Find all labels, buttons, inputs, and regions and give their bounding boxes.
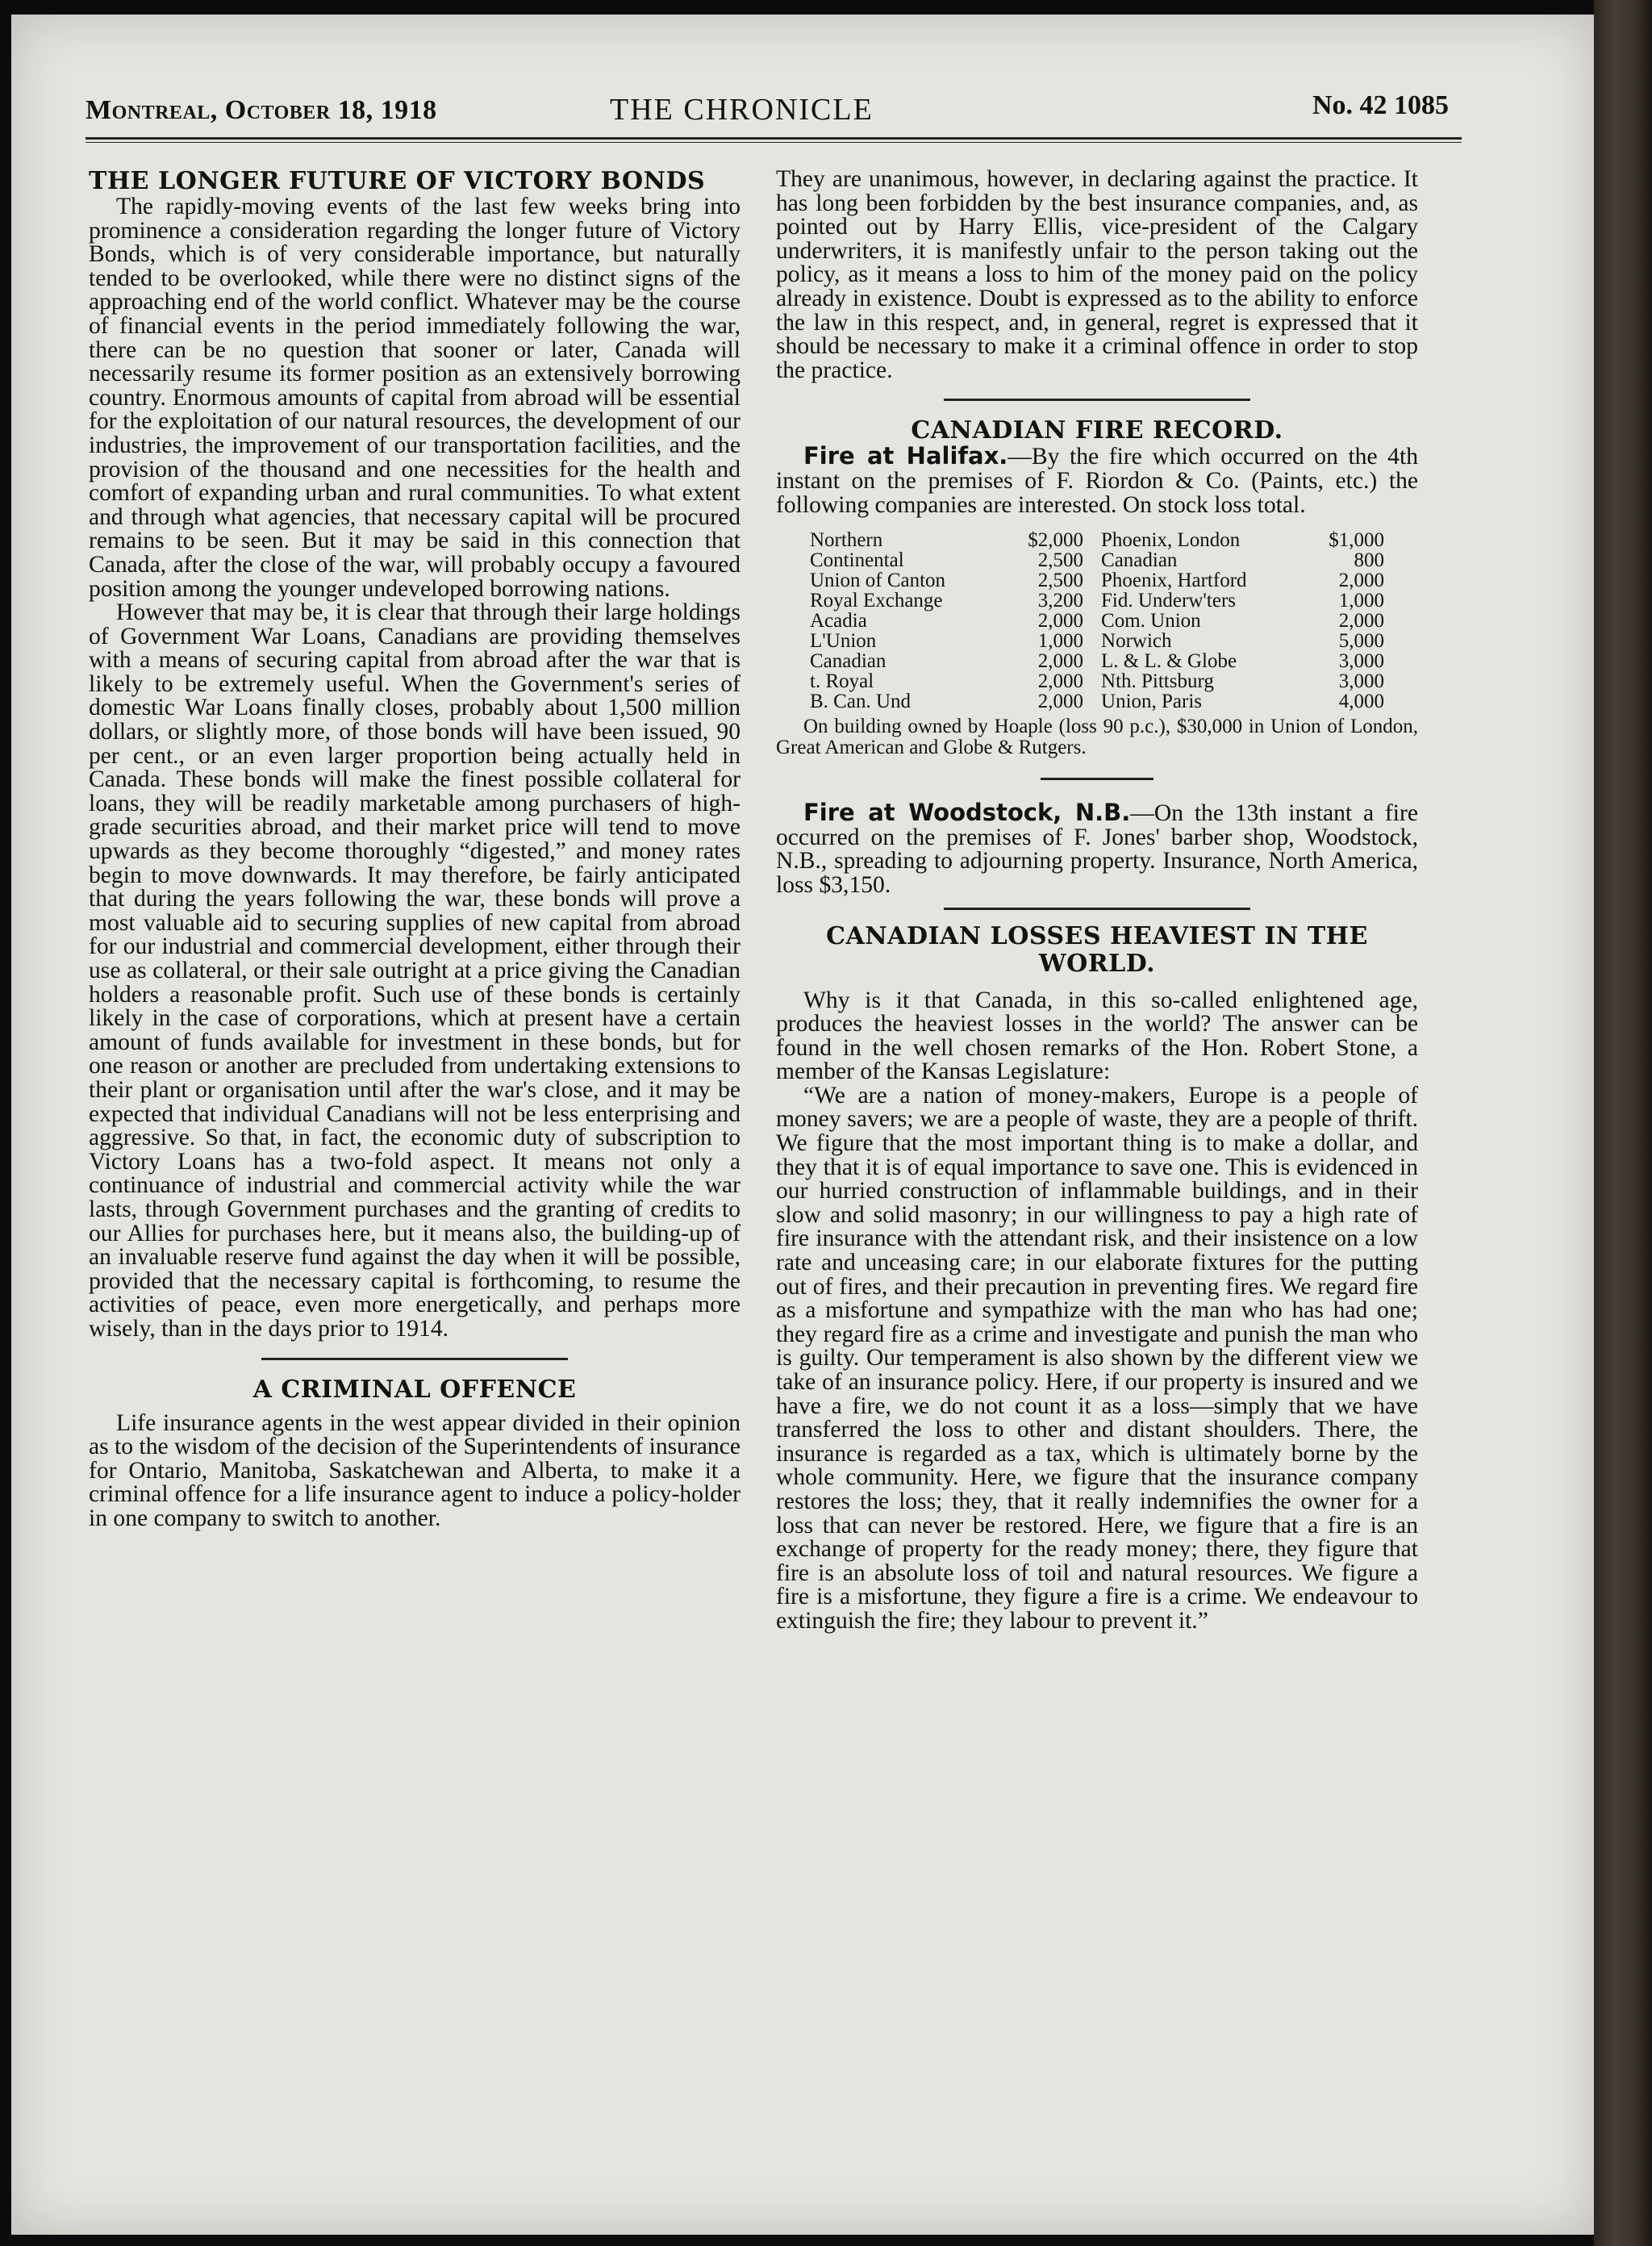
issue-page-number: No. 42 1085	[1312, 90, 1449, 120]
table-row	[807, 671, 1387, 691]
victory-bonds-paragraph-2: However that may be, it is clear that through their large holdings of Government War Loans, Canadians are providing themselves with a means of securing capital from abroad after the war that is likely to be extremely useful. When the Government's series of domestic War Loans finally closes, probably about 1,500 million dollars, or slightly more, of those bonds will have been issued, 90 per cent., or an even larger proportion being actually held in Canada. These bonds will make the finest possible collateral for loans, they will be readily marketable among purchasers of high-grade securities abroad, and their market price will tend to move upwards as they become thoroughly “digested,” and money rates begin to move downwards. It may therefore, be fairly anticipated that during the years following the war, these bonds will prove a most valuable aid to securing supplies of new capital from abroad for our industrial and commercial development, either through their use as collateral, or their sale outright at a price giving the Canadian holders a reasonable profit. Such use of these bonds is certainly likely in the case of corporations, which at present have a certain amount of funds available for investment in these bonds, but for one reason or another are precluded from undertaking extensions to their plant or organisation until after the war's close, and it may be expected that individual Canadians will not be less enterprising and aggressive. So that, in fact, the economic duty of subscription to Victory Loans has a two-fold aspect. It means not only a continuance of industrial and commercial activity while the war lasts, through Government purchases and the granting of credits to our Allies for purchases here, but it means also, the building-up of an invaluable reserve fund against the day when it will be possible, provided that the necessary capital is forthcoming, to resume the activities of peace, even more energetically, and perhaps more wisely, than in the days prior to 1914.	[89, 599, 740, 1342]
amount: 1,000	[1338, 590, 1384, 612]
company-name: Norwich	[1101, 630, 1172, 653]
company-name: Canadian	[810, 650, 886, 673]
amount: 2,000	[1037, 610, 1084, 632]
halifax-paragraph	[776, 442, 1418, 518]
losses-intro: Why is it that Canada, in this so-called enlightened age, produces the heaviest losses in the world? The answer can be found in the well chosen remarks of the Hon. Robert Stone, a member of the Kansas Legislature:	[776, 987, 1418, 1085]
amount: 2,000	[1037, 691, 1084, 713]
company-name: Com. Union	[1101, 610, 1201, 632]
company-name: Acadia	[810, 610, 867, 632]
company-name: Phoenix, London	[1101, 529, 1241, 552]
running-header	[77, 87, 1465, 136]
halifax-insurance-table	[807, 530, 1387, 712]
company-name: Canadian	[1101, 549, 1178, 572]
section-divider	[944, 399, 1250, 401]
article-title-victory-bonds: THE LONGER FUTURE OF VICTORY BONDS	[89, 167, 706, 195]
criminal-offence-paragraph-2: They are unanimous, however, in declaring against the practice. It has long been forbidden by the best insurance companies, and, as pointed out by Harry Ellis, vice-president of the Calgary underwriters, it is manifestly unfair to the person taking out the policy, as it means a loss to him of the money paid on the policy already in existence. Doubt is expressed as to the ability to enforce the law in this respect, and, in general, regret is expressed that it should be necessary to make it a criminal offence in order to stop the practice.	[776, 166, 1418, 383]
amount: 2,000	[1037, 670, 1084, 693]
table-row	[807, 631, 1387, 651]
section-divider	[944, 908, 1250, 910]
article-title-losses: CANADIAN LOSSES HEAVIEST IN THE WORLD.	[826, 921, 1368, 978]
amount: 5,000	[1338, 630, 1384, 653]
company-name: Union of Canton	[810, 570, 946, 592]
company-name: Nth. Pittsburg	[1101, 670, 1214, 693]
amount: $1,000	[1329, 529, 1384, 552]
amount: $2,000	[1028, 529, 1084, 552]
woodstock-paragraph	[776, 801, 1418, 897]
amount: 1,000	[1037, 630, 1084, 653]
amount: 2,000	[1037, 650, 1084, 673]
amount: 3,000	[1338, 670, 1384, 693]
section-divider	[1041, 778, 1153, 780]
halifax-heading: Fire at Halifax.	[803, 442, 1008, 470]
woodstock-text: —On the 13th instant a fire occurred on the premises of F. Jones' barber shop, Woodstock, N.B., spreading to adjourning property. Insurance, North America, loss $3,150.	[776, 800, 1418, 898]
company-name: Continental	[810, 549, 904, 572]
amount: 3,000	[1338, 650, 1384, 673]
amount: 3,200	[1037, 590, 1084, 612]
company-name: Northern	[810, 529, 883, 552]
company-name: L. & L. & Globe	[1101, 650, 1237, 673]
book-binding-edge	[1594, 0, 1652, 2246]
company-name: Royal Exchange	[810, 590, 943, 612]
company-name: Phoenix, Hartford	[1101, 570, 1247, 592]
victory-bonds-paragraph-1: The rapidly-moving events of the last few weeks bring into prominence a consideration regarding the longer future of Victory Bonds, which is of very considerable importance, but naturally tended to be overlooked, while there were no distinct signs of the approaching end of the world conflict. Whatever may be the course of financial events in the period immediately following the war, there can be no question that sooner or later, Canada will necessarily resume its former position as an extensively borrowing country. Enormous amounts of capital from abroad will be essential for the exploitation of our natural resources, the development of our industries, the improvement of our transportation facilities, and the provision of the thousand and one necessities for the health and comfort of expanding urban and rural communities. To what extent and through what agencies, that necessary capital will be procured remains to be seen. But it may be said in this connection that Canada, after the close of the war, will probably occupy a favoured position among the younger undeveloped borrowing nations.	[89, 194, 740, 602]
fire-record-title: CANADIAN FIRE RECORD.	[911, 416, 1283, 445]
table-row	[807, 570, 1387, 591]
building-note: On building owned by Hoaple (loss 90 p.c.), $30,000 in Union of London, Great American and Globe & Rutgers.	[776, 716, 1418, 759]
company-name: L'Union	[810, 630, 877, 653]
company-name: B. Can. Und	[810, 691, 911, 713]
dateline: Montreal, October 18, 1918	[86, 95, 437, 125]
amount: 4,000	[1338, 691, 1384, 713]
criminal-offence-paragraph-1: Life insurance agents in the west appear divided in their opinion as to the wisdom of the decision of the Superintendents of insurance for Ontario, Manitoba, Saskatchewan and Alberta, to make it a criminal offence for a life insurance agent to induce a policy-holder in one company to switch to another.	[89, 1409, 740, 1531]
woodstock-heading: Fire at Woodstock, N.B.	[803, 799, 1131, 827]
publication-title: THE CHRONICLE	[610, 93, 874, 127]
table-row	[807, 611, 1387, 631]
amount: 2,000	[1338, 570, 1384, 592]
company-name: t. Royal	[810, 670, 874, 693]
amount: 800	[1354, 549, 1384, 572]
company-name: Union, Paris	[1101, 691, 1203, 713]
table-row	[807, 591, 1387, 611]
table-row	[807, 651, 1387, 671]
amount: 2,500	[1037, 549, 1084, 572]
halifax-text: —By the fire which occurred on the 4th instant on the premises of F. Riordon & Co. (Paints, etc.) the following companies are interested. On stock loss total.	[776, 444, 1418, 518]
table-row	[807, 530, 1387, 550]
losses-quote: “We are a nation of money-makers, Europe is a people of money savers; we are a people of waste, they are a people of thrift. We figure that the most important thing is to make a dollar, and they that it is of equal importance to save one. This is evidenced in our hurried construction of inflammable buildings, and in their slow and solid masonry; in our willingness to pay a high rate of fire insurance with the attendant risk, and their insistence on a low rate and unceasing care; in our elaborate fixtures for the putting out of fires, and their precaution in preventing fires. We regard fire as a misfortune and sympathize with the man who has had one; they regard fire as a crime and investigate and punish the man who is guilty. Our temperament is also shown by the different view we take of an insurance policy. Here, if our property is insured and we have a fire, we do not count it as a loss—simply that we have transferred the loss to other and distant shoulders. There, the insurance is regarded as a tax, which is ultimately borne by the whole community. Here, we figure that the insurance company restores the loss; they, that it really indemnifies the owner for a loss that can never be restored. Here, we figure that a fire is an exchange of property for the ready money; there, they figure that fire is an absolute loss of toil and natural resources. We figure a fire is a misfortune, they figure a fire is a crime. We endeavour to extinguish the fire; they labour to prevent it.”	[776, 1082, 1418, 1634]
amount: 2,500	[1037, 570, 1084, 592]
right-column	[776, 168, 1418, 1634]
article-title-criminal-offence: A CRIMINAL OFFENCE	[252, 1375, 577, 1404]
section-divider	[261, 1358, 568, 1360]
table-row	[807, 691, 1387, 712]
table-row	[807, 550, 1387, 570]
header-rule	[86, 137, 1462, 143]
left-column	[89, 168, 740, 1530]
company-name: Fid. Underw'ters	[1101, 590, 1236, 612]
amount: 2,000	[1338, 610, 1384, 632]
